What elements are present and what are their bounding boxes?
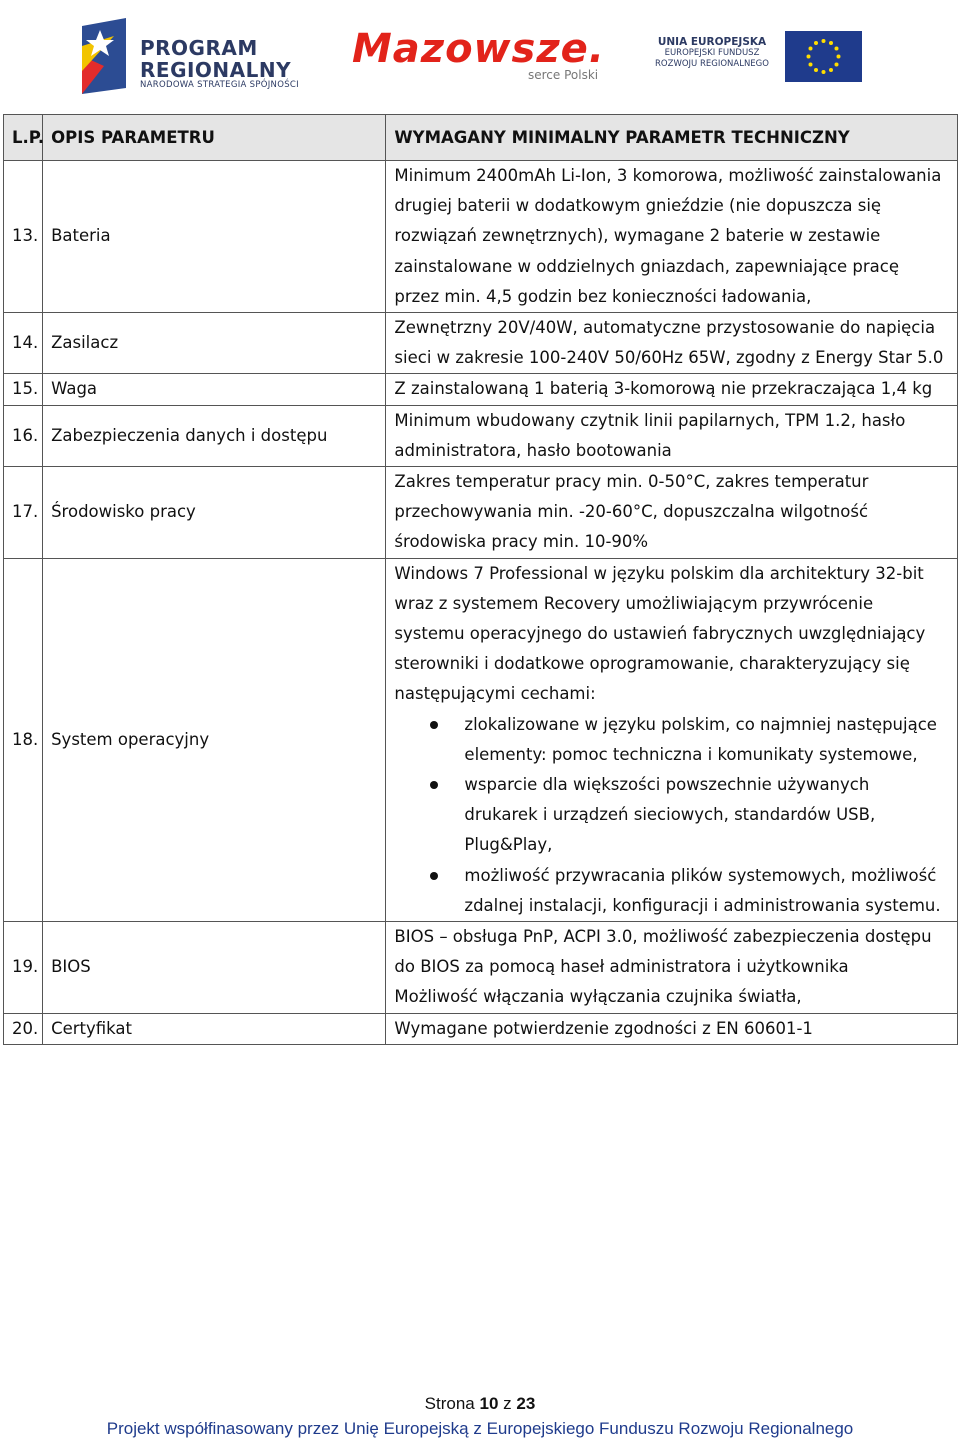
program-regionalny-flag-icon [74,16,134,94]
row-lp: 19. [4,922,43,1014]
spec-table [3,114,958,1045]
requirement-bullet-list [394,710,947,921]
row-param-name: Bateria [43,161,386,313]
table-row [4,313,958,374]
row-requirement: BIOS – obsługa PnP, ACPI 3.0, możliwość zabezpieczenia dostępu do BIOS za pomocą haseł administratora i użytkownika [394,927,932,977]
mazowsze-logo-word: Mazowsze. [352,26,605,72]
row-lp: 16. [4,405,43,466]
table-header-row [4,115,958,161]
row-lp: 15. [4,374,43,405]
row-lp: 20. [4,1013,43,1044]
eu-fund-logo-text [642,37,782,70]
row-requirement-cell [386,922,958,1014]
program-regionalny-logo [74,16,324,96]
table-row [4,161,958,313]
row-lp: 18. [4,558,43,921]
eu-logo-line3: ROZWOJU REGIONALNEGO [655,59,769,69]
mazowsze-logo [352,26,612,86]
row-requirement: Zewnętrzny 20V/40W, automatyczne przystosowanie do napięcia sieci w zakresie 100-240V 50/60Hz 65W, zgodny z Energy Star 5.0 [386,313,958,374]
row-requirement: Zakres temperatur pracy min. 0-50°C, zakres temperatur przechowywania min. -20-60°C, dopuszczalna wilgotność środowiska pracy min. 10-90% [386,467,958,559]
header-requirement: WYMAGANY MINIMALNY PARAMETR TECHNICZNY [386,115,958,161]
requirement-bullet: zlokalizowane w języku polskim, co najmniej następujące elementy: pomoc techniczna i komunikaty systemowe, [394,710,947,770]
row-requirement: Minimum 2400mAh Li-Ion, 3 komorowa, możliwość zainstalowania drugiej baterii w dodatkowym gnieździe (nie dopuszcza się rozwiązań zewnętrznych), wymagane 2 baterie w zestawie zainstalowane w oddzielnych gniazdach, zapewniające pracę przez min. 4,5 godzin bez konieczności ładowania, [386,161,958,313]
row-param-name: BIOS [43,922,386,1014]
table-row [4,1013,958,1044]
page-prefix: Strona [424,1394,475,1413]
page-header [0,0,960,104]
row-requirement-cell [386,558,958,921]
program-logo-line3: NARODOWA STRATEGIA SPÓJNOŚCI [140,80,299,90]
row-param-name: Zasilacz [43,313,386,374]
eu-flag-icon [785,31,862,82]
row-requirement: Windows 7 Professional w języku polskim dla architektury 32-bit wraz z systemem Recovery umożliwiającym przywrócenie systemu operacyjnego do ustawień fabrycznych uwzględniający sterowniki i dodatkowe oprogramowanie, charakteryzujący się następującymi cechami: [394,563,926,704]
row-param-name: Waga [43,374,386,405]
row-requirement: Z zainstalowaną 1 baterią 3-komorową nie przekraczająca 1,4 kg [386,374,958,405]
row-lp: 14. [4,313,43,374]
table-row [4,922,958,1014]
program-logo-line1: PROGRAM [140,36,258,60]
table-row [4,374,958,405]
row-lp: 17. [4,467,43,559]
requirement-bullet: możliwość przywracania plików systemowych, możliwość zdalnej instalacji, konfiguracji i administrowania systemu. [394,861,947,921]
project-cofinancing-note: Projekt współfinasowany przez Unię Europejską z Europejskiego Funduszu Rozwoju Regionalnego [106,1419,854,1438]
mazowsze-logo-sub: serce Polski [528,68,599,82]
page-current: 10 [479,1394,499,1413]
table-row [4,405,958,466]
requirement-bullet: wsparcie dla większości powszechnie używanych drukarek i urządzeń sieciowych, standardów USB, Plug&Play, [394,770,947,861]
row-param-name: Certyfikat [43,1013,386,1044]
page-sep: z [503,1394,512,1413]
row-requirement-extra: Możliwość włączania wyłączania czujnika światła, [394,987,802,1007]
row-lp: 13. [4,161,43,313]
row-param-name: Środowisko pracy [43,467,386,559]
eu-logo-line1: UNIA EUROPEJSKA [657,36,767,48]
program-logo-line2: REGIONALNY [140,58,292,82]
eu-logo-line2: EUROPEJSKI FUNDUSZ [664,48,760,58]
page-number [0,1394,960,1414]
table-row [4,467,958,559]
row-param-name: Zabezpieczenia danych i dostępu [43,405,386,466]
table-row [4,558,958,921]
row-param-name: System operacyjny [43,558,386,921]
header-lp: L.P. [4,115,43,161]
page-total: 23 [516,1394,536,1413]
eu-fund-logo [642,31,862,83]
header-param-name: OPIS PARAMETRU [43,115,386,161]
row-requirement: Minimum wbudowany czytnik linii papilarnych, TPM 1.2, hasło administratora, hasło bootowania [386,405,958,466]
row-requirement: Wymagane potwierdzenie zgodności z EN 60601-1 [386,1013,958,1044]
